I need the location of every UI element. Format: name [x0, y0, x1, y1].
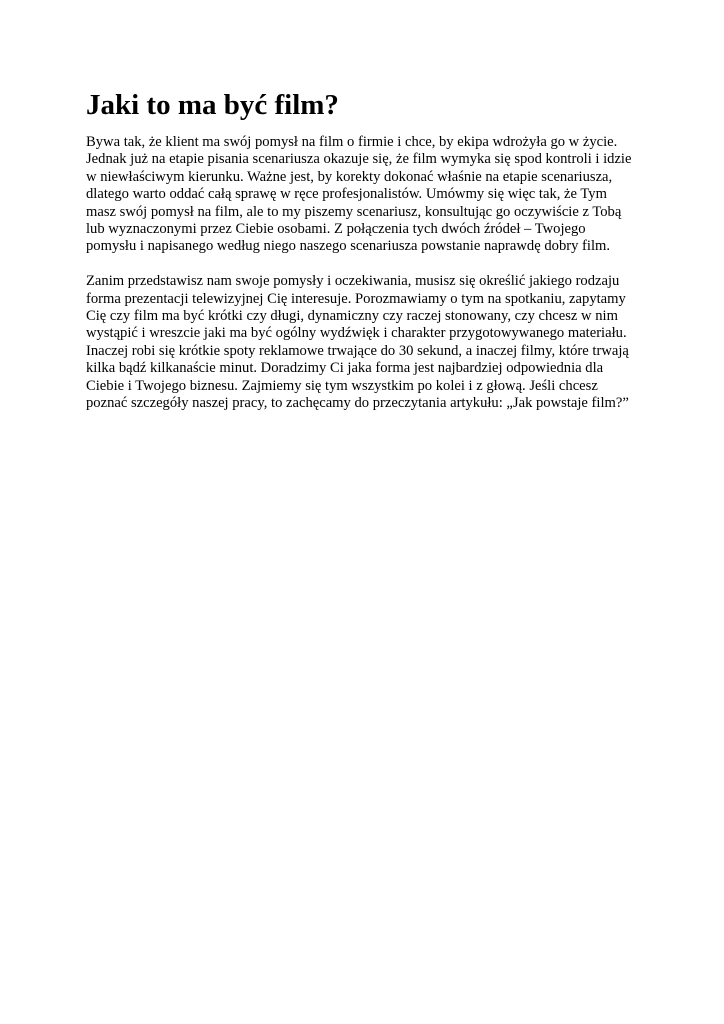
text-line: w niewłaściwym kierunku. Ważne jest, by korekty dokonać właśnie na etapie scenariusza, — [86, 168, 613, 185]
document-page — [86, 88, 646, 412]
text-line: wystąpić i wreszcie jaki ma być ogólny wydźwięk i charakter przygotowywanego materiału. — [86, 325, 627, 342]
text-line: Inaczej robi się krótkie spoty reklamowe trwające do 30 sekund, a inaczej filmy, które trwają — [86, 342, 629, 359]
text-line: Bywa tak, że klient ma swój pomysł na film o firmie i chce, by ekipa wdrożyła go w życie. — [86, 134, 618, 150]
text-line: dlatego warto oddać całą sprawę w ręce profesjonalistów. Umówmy się więc tak, że Tym — [86, 186, 607, 203]
text-line: masz swój pomysł na film, ale to my piszemy scenariusz, konsultując go oczywiście z Tobą — [86, 203, 622, 220]
text-line: lub wyznaczonymi przez Ciebie osobami. Z połączenia tych dwóch źródeł – Twojego — [86, 221, 586, 238]
paragraph-1 — [86, 134, 646, 256]
text-line: kilka bądź kilkanaście minut. Doradzimy Ci jaka forma jest najbardziej odpowiednia dla — [86, 360, 604, 377]
text-line: forma prezentacji telewizyjnej Cię interesuje. Porozmawiamy o tym na spotkaniu, zapytamy — [86, 290, 626, 307]
text-line: poznać szczegóły naszej pracy, to zachęcamy do przeczytania artykułu: „Jak powstaje film?” — [86, 395, 629, 412]
text-line: Cię czy film ma być krótki czy długi, dynamiczny czy raczej stonowany, czy chcesz w nim — [86, 308, 618, 325]
page-title: Jaki to ma być film? — [86, 89, 339, 121]
paragraph-2 — [86, 273, 646, 412]
text-line: Zanim przedstawisz nam swoje pomysły i oczekiwania, musisz się określić jakiego rodzaju — [86, 273, 620, 290]
text-line: pomysłu i napisanego według niego naszego scenariusza powstanie naprawdę dobry film. — [86, 238, 611, 255]
text-line: Jednak już na etapie pisania scenariusza okazuje się, że film wymyka się spod kontroli i idzie — [86, 151, 632, 168]
text-line: Ciebie i Twojego biznesu. Zajmiemy się tym wszystkim po kolei i z głową. Jeśli chcesz — [86, 377, 598, 394]
